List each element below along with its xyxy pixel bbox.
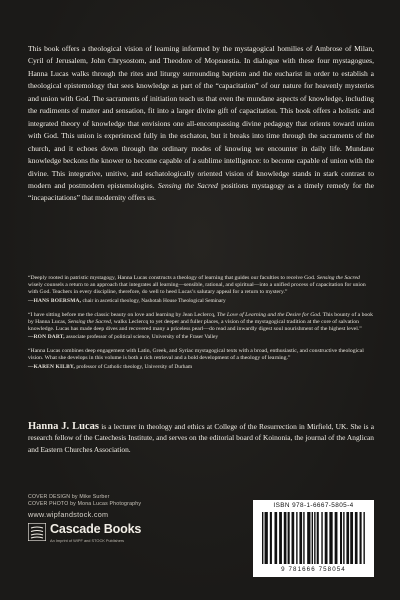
barcode-bar [314,512,315,564]
endorsement-boersma [28,275,374,305]
barcode-bar [279,512,282,564]
endorsement-italic: Sensing the Sacred [316,275,360,281]
endorsement-italic: The Love of Learning and the Desire for God [216,311,320,318]
barcode-bar [335,512,338,564]
author-bio-text: is a lecturer in theology and ethics at College of the Resurrection in Mirfield, UK. She is a research fellow of the Catechesis Institute, and serves on the editorial board of Koinonia, the journal of the Anglican and Eastern Churches Association. [28,422,374,454]
endorsement-attribution [28,334,374,341]
cover-design-credit: COVER DESIGN by Mike Surber [28,494,110,500]
barcode-bar [265,512,268,564]
endorser-name: —HANS BOERSMA, [28,297,82,304]
barcode-bar [292,512,295,564]
endorser-role: chair in ascetical theology, Nashotah House Theological Seminary [82,297,226,304]
barcode-bar [343,512,344,564]
barcode-bar [325,512,328,564]
description-part2: positions mystagogy as a timely remedy for the “incapacitations” that modernity offers us. [28,180,374,203]
author-bio [28,421,374,455]
barcode-bar [340,512,342,564]
endorsement-text: wisely counsels a return to an approach that integrates all learning—sensible, rational, and spiritual—into a unified process of capacitation for union with God. Teachers in every discipline, therefore, do well to heed Lucas’s salutary appeal for a return to mystery.” [28,282,366,296]
barcode-bar [360,512,362,564]
publisher-url: www.wipfandstock.com [28,510,109,519]
barcode-bars [262,512,366,564]
description-part1: This book offers a theological vision of learning informed by the mystagogical homilies of Ambrose of Milan, Cyril of Jerusalem, John Chrysostom, and Theodore of Mopsuestia. In dialogue with these four mystagogues, Hanna Lucas walks through the rites and liturgy surrounding baptism and the eucharist in order to establish a theological epistemology that sees knowledge as part of the “capacitation” of our nature for heavenly mysteries and union with God. The sacraments of initiation teach us that even the mundane aspects of knowledge, including the rudiments of matter and sensation, fit into a larger divine gift of capacitation. This book offers a holistic and integrated theory of knowledge that envisions one all-encompassing divine pedagogy that orients toward union with God. This union is experienced fully in the eschaton, but it breaks into time through the sacraments of the church, and it echoes down through the ordinary modes of knowing we encounter in daily life. Mundane knowledge beckons the knower to become capable of a sublime intelligence: to become capable of union with the divine. This integrative, unitive, and eschatologically oriented vision of knowledge stands in stark contrast to modern and postmodern epistemologies. [28,44,374,190]
endorsement-italic: Sensing the Sacred [67,318,111,325]
barcode-bar [350,512,353,564]
barcode-bar [329,512,332,564]
endorsement-text: “Hanna Lucas combines deep engagement with Latin, Greek, and Syriac mystagogical texts with a broad, enthusiastic, and constructive theological vision. What she develops in this volume is both a rich retrieval and a bold development of a theology of learning.” [28,348,364,362]
publisher-tagline: An Imprint of WIPF and STOCK Publishers [50,538,125,543]
endorsement-attribution [28,298,374,305]
author-name: Hanna J. Lucas [28,421,99,432]
endorser-role: professor of Catholic theology, University of Durham [76,363,193,370]
endorsement-kilby [28,348,374,370]
cover-photo-credit: COVER PHOTO by Mona Lucas Photography [28,500,142,507]
endorsement-text [28,319,362,332]
endorsement-dart [28,312,374,342]
cascade-logo-icon [28,523,46,541]
barcode-digits: 9 781666 758054 [281,566,346,573]
endorser-name: —KAREN KILBY, [28,363,76,370]
endorsement-text: , walks Leclercq to yet deeper and fuller places, a vision of the mystagogical tradition at the core of salvation knowledge. Lucas has made deep dives and recovered many a priceless pearl—do read and inwardly digest soul nourishment of the highest level.” [28,318,362,333]
description-title: Sensing the Sacred [157,180,218,190]
barcode-bar [307,512,310,564]
barcode-bar [312,512,313,564]
publisher-logo [28,521,152,549]
barcode-bar [303,512,304,564]
endorser-name: —RON DART, [28,334,65,341]
barcode-bar [346,512,349,564]
endorsement-text: “Deeply rooted in patristic mystagogy, Hanna Lucas constructs a theology of learning that guides our faculties to receive God. [28,275,316,281]
barcode-bar [270,512,272,564]
isbn-barcode [253,500,374,577]
endorsement-text: . This bounty of a book by Hanna Lucas, [28,311,373,325]
barcode-bar [274,512,277,564]
barcode-bar [355,512,358,564]
cover-credits [28,494,141,507]
isbn-number: ISBN 978-1-6667-5805-4 [273,502,354,509]
barcode-bar [363,512,364,564]
barcode-bar [284,512,287,564]
book-description [28,43,374,205]
endorsement-text: “I have sitting before me the classic beauty on love and learning by Jean Leclercq, [28,311,216,318]
barcode-bar [288,512,290,564]
endorsement-attribution [28,364,374,371]
barcode-bar [299,512,302,564]
endorser-role: associate professor of political science, University of the Fraser Valley [66,334,219,341]
barcode-bar [317,512,319,564]
publisher-name: Cascade Books [50,522,142,536]
barcode-bar [321,512,322,564]
endorsements [28,275,374,378]
barcode-bar [262,512,263,564]
barcode-bar [296,512,297,564]
